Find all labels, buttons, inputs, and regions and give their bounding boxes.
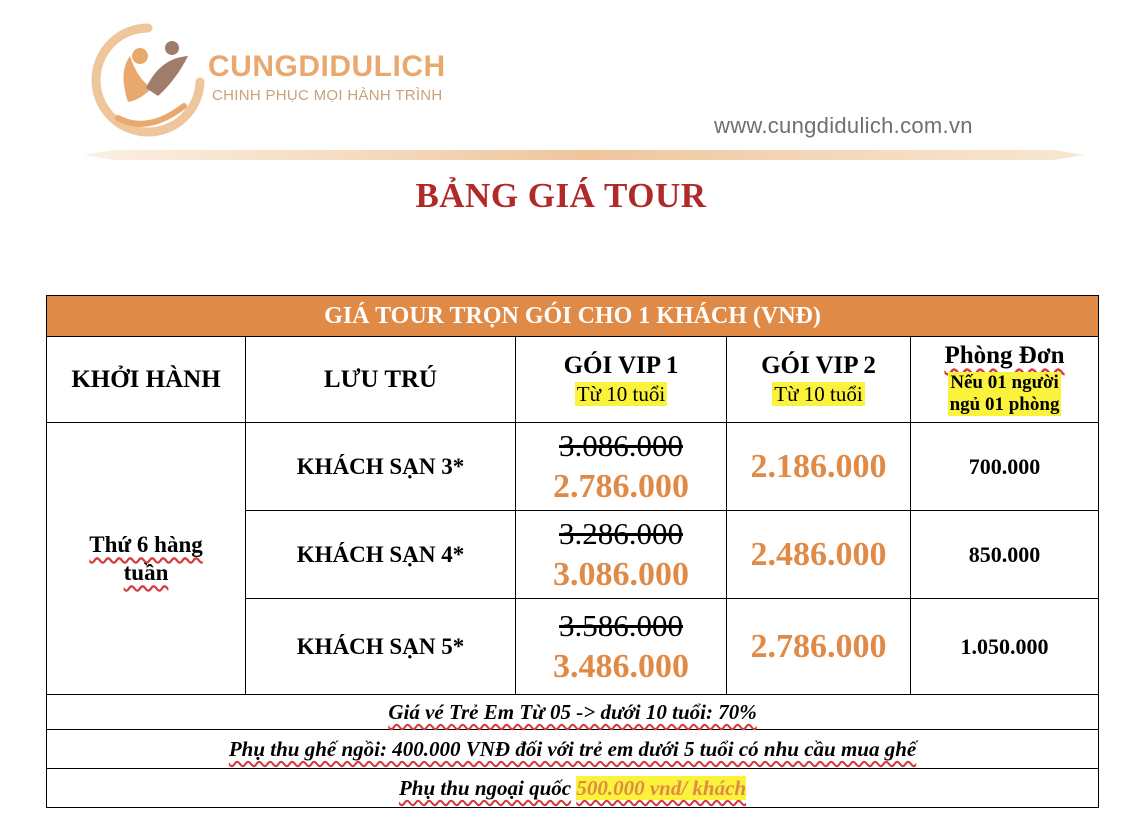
vip1-new-price: 3.486.000: [553, 647, 689, 685]
single-room-note: Nếu 01 người ngủ 01 phòng: [949, 372, 1060, 415]
foreign-surcharge-note: Phụ thu ngoại quốc 500.000 vnd/ khách: [47, 769, 1099, 808]
table-banner: GIÁ TOUR TRỌN GÓI CHO 1 KHÁCH (VNĐ): [47, 296, 1099, 337]
vip1-price-cell: [516, 599, 727, 695]
vip1-age: Từ 10 tuổi: [576, 381, 666, 406]
brand-slogan: CHINH PHỤC MỌI HÀNH TRÌNH: [212, 87, 443, 104]
col-departure: KHỞI HÀNH: [47, 337, 246, 423]
departure-value: Thứ 6 hàng tuần: [47, 423, 246, 695]
header-divider: [84, 148, 1084, 162]
foreign-surcharge-value: 500.000 vnd/ khách: [576, 775, 747, 800]
people-circle-logo: [88, 22, 208, 140]
child-price-note: Giá vé Trẻ Em Từ 05 -> dưới 10 tuổi: 70%: [47, 695, 1099, 730]
vip1-old-price: 3.286.000: [559, 515, 683, 551]
vip2-name: GÓI VIP 2: [761, 351, 876, 379]
vip2-price: 2.186.000: [727, 423, 911, 511]
vip1-old-price: 3.586.000: [559, 607, 683, 643]
hotel-5-star: KHÁCH SẠN 5*: [246, 599, 516, 695]
seat-surcharge-note: Phụ thu ghế ngồi: 400.000 VNĐ đối với trẻ em dưới 5 tuổi có nhu cầu mua ghế: [47, 730, 1099, 769]
col-single-room: [911, 337, 1099, 423]
single-room-title: Phòng Đơn: [944, 342, 1065, 369]
single-room-price: 850.000: [911, 511, 1099, 599]
single-room-price: 1.050.000: [911, 599, 1099, 695]
vip1-new-price: 2.786.000: [553, 467, 689, 505]
website-url[interactable]: www.cungdidulich.com.vn: [714, 113, 973, 138]
vip2-age: Từ 10 tuổi: [774, 381, 863, 406]
hotel-4-star: KHÁCH SẠN 4*: [246, 511, 516, 599]
hotel-3-star: KHÁCH SẠN 3*: [246, 423, 516, 511]
table-row: [47, 423, 1099, 511]
col-vip2: [727, 337, 911, 423]
brand-name: CUNGDIDULICH: [208, 50, 446, 83]
vip2-price: 2.486.000: [727, 511, 911, 599]
price-table: [46, 295, 1099, 808]
vip1-new-price: 3.086.000: [553, 555, 689, 593]
vip1-old-price: 3.086.000: [559, 427, 683, 463]
vip1-price-cell: [516, 511, 727, 599]
vip1-price-cell: [516, 423, 727, 511]
col-vip1: [516, 337, 727, 423]
col-stay: LƯU TRÚ: [246, 337, 516, 423]
vip1-name: GÓI VIP 1: [563, 351, 679, 379]
page-title: BẢNG GIÁ TOUR: [415, 176, 707, 215]
single-room-price: 700.000: [911, 423, 1099, 511]
vip2-price: 2.786.000: [727, 599, 911, 695]
